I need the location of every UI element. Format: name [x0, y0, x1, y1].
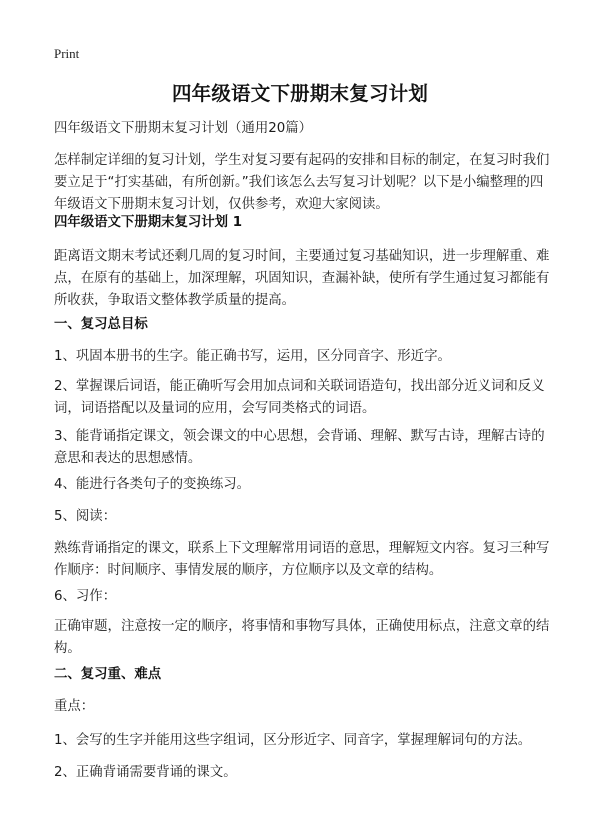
- writing-paragraph: 正确审题，注意按一定的顺序，将事情和事物写具体，正确使用标点，注意文章的结构。: [54, 619, 550, 656]
- section-heading-plan-1: 四年级语文下册期末复习计划 1: [54, 215, 243, 230]
- reading-paragraph: 熟练背诵指定的课文，联系上下文理解常用词语的意思，理解短文内容。复习三种写作顺序：时间顺序、事情发展的顺序，方位顺序以及文章的结构。: [54, 541, 550, 578]
- goal-item-1: 1、巩固本册书的生字。能正确书写，运用，区分同音字、形近字。: [54, 349, 451, 364]
- key-point-item-2: 2、正确背诵需要背诵的课文。: [54, 765, 237, 780]
- goal-item-6-label: 6、习作：: [54, 589, 117, 604]
- goal-item-3: 3、能背诵指定课文，领会课文的中心思想，会背诵、理解、默写古诗，理解古诗的意思和表达的思想感情。: [54, 429, 545, 466]
- heading-key-points: 二、复习重、难点: [54, 667, 162, 682]
- key-point-item-1: 1、会写的生字并能用这些字组词，区分形近字、同音字，掌握理解词句的方法。: [54, 733, 532, 748]
- goal-item-4: 4、能进行各类句子的变换练习。: [54, 477, 250, 492]
- key-points-label: 重点：: [54, 699, 95, 714]
- heading-review-goals: 一、复习总目标: [54, 317, 148, 332]
- page-title: 四年级语文下册期末复习计划: [171, 82, 429, 105]
- document-subtitle: 四年级语文下册期末复习计划（通用20篇）: [54, 121, 313, 136]
- print-link[interactable]: Print: [54, 46, 80, 61]
- goal-item-2: 2、掌握课后词语，能正确听写会用加点词和关联词语造句，找出部分近义词和反义词，词语搭配以及量词的应用，会写同类格式的词语。: [54, 379, 545, 416]
- goal-item-5-label: 5、阅读：: [54, 509, 117, 524]
- plan-1-intro-paragraph: 距离语文期末考试还剩几周的复习时间，主要通过复习基础知识，进一步理解重、难点，在原有的基础上，加深理解，巩固知识，查漏补缺，使所有学生通过复习都能有所收获，争取语文整体教学质量的提高。: [54, 249, 550, 308]
- intro-paragraph: 怎样制定详细的复习计划，学生对复习要有起码的安排和目标的制定，在复习时我们要立足于“打实基础，有所创新。”我们该怎么去写复习计划呢？以下是小编整理的四年级语文下册期末复习计划，仅供参考，欢迎大家阅读。: [54, 153, 550, 212]
